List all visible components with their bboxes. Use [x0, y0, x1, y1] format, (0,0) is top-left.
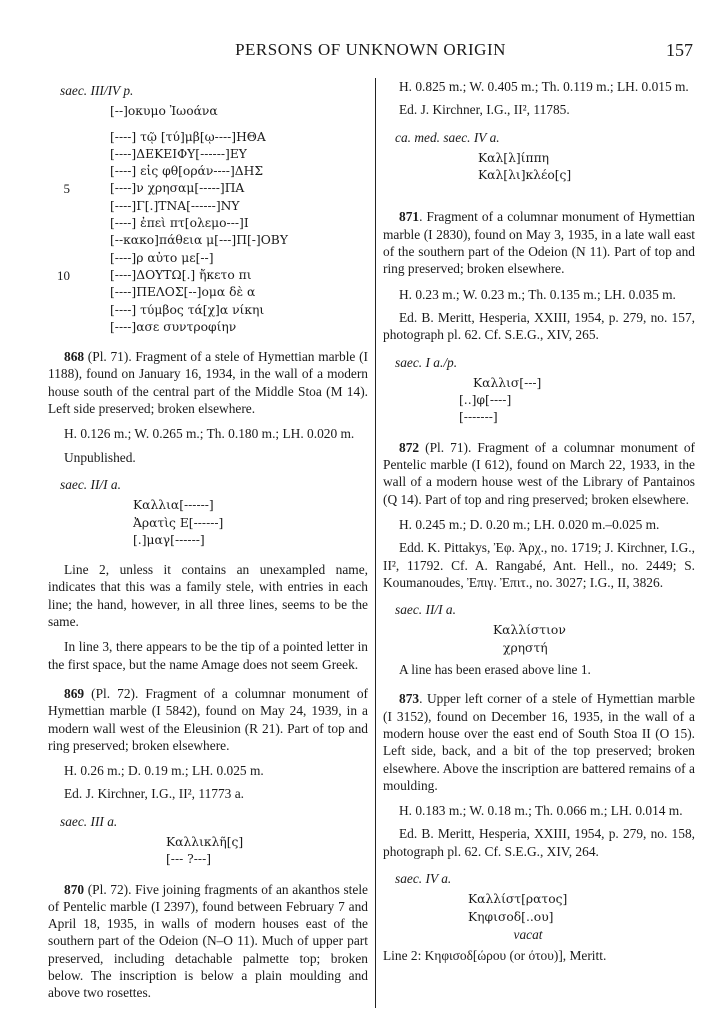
inscription-line: [----] τύμβος τά[χ]α νίκηι [110, 302, 265, 317]
entry-869-edition: Ed. J. Kirchner, I.G., II², 11773 a. [64, 786, 244, 802]
inscription-line: [-------] [459, 410, 498, 425]
inscription-block [48, 497, 368, 549]
left-column [48, 78, 368, 1010]
date-label: saec. II/I a. [60, 476, 121, 492]
entry-873-dimensions: H. 0.183 m.; W. 0.18 m.; Th. 0.066 m.; LH. 0.014 m. [399, 803, 683, 819]
entry-868-description: 868 (Pl. 71). Fragment of a stele of Hymettian marble (I 1188), found on January 16, 1934, in the wall of a modern house south of the central part of the Middle Stoa (M 14). Left side preserved; broken elsewhere. [48, 349, 368, 417]
entry-873-edition: Ed. B. Meritt, Hesperia, XXIII, 1954, p. 279, no. 158, photograph pl. 62. Cf. S.E.G., XIV, 264. [383, 826, 695, 859]
page-number: 157 [666, 40, 693, 60]
date-label: saec. I a./p. [395, 354, 458, 370]
page-header [48, 40, 693, 68]
entry-869-dimensions: H. 0.26 m.; D. 0.19 m.; LH. 0.025 m. [64, 763, 264, 779]
inscription-line: Καλλια[------] [133, 498, 214, 513]
inscription-line: [----] τῷ [τύ]μβ[ῳ----]ΗΘΑ [110, 129, 266, 144]
entry-872-edition: Edd. K. Pittakys, Ἐφ. Ἀρχ., no. 1719; J. Kirchner, I.G., II², 11792. Cf. A. Rangabé, Ant. Hell., no. 2449; S. Koumanoudes, Ἐπιγ. Ἐπιτ., no. 3027; I.G., II, 3826. [383, 540, 695, 590]
running-title: PERSONS OF UNKNOWN ORIGIN [235, 40, 506, 59]
inscription-line: Καλλισ[---] [473, 375, 542, 390]
inscription-line: [----]ΔΕΚΕΙΦΥ[------]ΕΥ [110, 146, 247, 161]
entry-870-edition: Ed. J. Kirchner, I.G., II², 11785. [399, 102, 570, 118]
inscription-block [110, 103, 368, 120]
inscription-line: [----]ΠΕΛΟΣ[--]ομα δὲ α [110, 285, 256, 300]
entry-number: 869 [64, 685, 85, 701]
right-column [383, 78, 695, 972]
entry-number: 871 [399, 209, 420, 225]
date-label: ca. med. saec. IV a. [395, 129, 500, 145]
entry-869-description: 869 (Pl. 72). Fragment of a columnar monument of Hymettian marble (I 5842), found on May 24, 1939, in a modern wall west of the Eleusinion (R 21). Part of top and ring preserved; broken elsewhere. [48, 685, 368, 753]
inscription-line: Καλλίστιον [493, 623, 566, 638]
inscription-line: χρηστή [503, 640, 548, 655]
inscription-block [383, 891, 695, 926]
entry-number: 873 [399, 691, 420, 707]
entry-873-description: 873. Upper left corner of a stele of Hymettian marble (I 3152), found on December 16, 1935, in the wall of a modern house over the east end of South Stoa II (O 15). Left side, back, and a bit of the top preserved; broken elsewhere. Above the inscription are battered remains of a moulding. [383, 691, 695, 793]
vacat-note: vacat [513, 926, 543, 942]
date-label: saec. IV a. [395, 870, 452, 886]
entry-868-dimensions: H. 0.126 m.; W. 0.265 m.; Th. 0.180 m.; LH. 0.020 m. [64, 426, 355, 442]
inscription-line: Καλ[λ]ίππη [478, 150, 550, 165]
inscription-line: [..]φ[----] [459, 393, 512, 408]
entry-872-dimensions: H. 0.245 m.; D. 0.20 m.; LH. 0.020 m.–0.025 m. [399, 516, 660, 532]
entry-number: 870 [64, 881, 85, 897]
commentary: Line 2: Κηφισοδ[ώρου (or ότου)], Meritt. [383, 948, 607, 964]
entry-868-publication: Unpublished. [64, 449, 136, 465]
date-label: saec. III a. [60, 813, 118, 829]
inscription-line [48, 267, 368, 284]
inscription-line: [.]μαγ[------] [133, 532, 205, 547]
inscription-line: [--- ?---] [166, 852, 212, 867]
inscription-line: Καλλίστ[ρατος] [468, 892, 568, 907]
inscription-block [48, 834, 368, 869]
inscription-line: [--κακο]πάθεια μ[---]Π[-]ΟΒΥ [110, 233, 288, 248]
entry-number: 872 [399, 439, 420, 455]
inscription-line: [----] εἰς φθ[οράν----]ΔΗΣ [110, 164, 264, 179]
line-number: 5 [63, 181, 70, 197]
column-divider [375, 78, 376, 1008]
commentary: In line 3, there appears to be the tip of a pointed letter in the first space, but the name Amage does not seem Greek. [48, 639, 368, 672]
inscription-block [383, 150, 695, 185]
inscription-line: [----]ρ αὐτο με[--] [110, 250, 214, 265]
inscription-text: [----]ΔΟΥΤΩ[.] ἤκετο πι [110, 267, 252, 282]
commentary: A line has been erased above line 1. [399, 662, 591, 678]
line-number: 10 [57, 267, 70, 283]
entry-871-dimensions: H. 0.23 m.; W. 0.23 m.; Th. 0.135 m.; LH. 0.035 m. [399, 286, 676, 302]
commentary: Line 2, unless it contains an unexampled name, indicates that this was a family stele, with entries in each line; the hand, however, in all three lines, seems to be the same. [48, 562, 368, 630]
inscription-line: [----] ἐπεὶ πτ[ολεμο---]Ι [110, 216, 249, 231]
inscription-text: [----]ν χρησαμ[-----]ΠΑ [110, 181, 245, 196]
inscription-line: Καλ[λι]κλέο[ς] [478, 168, 572, 183]
inscription-block [48, 129, 368, 337]
inscription-block [383, 375, 695, 427]
entry-871-edition: Ed. B. Meritt, Hesperia, XXIII, 1954, p. 279, no. 157, photograph pl. 62. Cf. S.E.G., XIV, 265. [383, 309, 695, 343]
inscription-line: Ἀρατὶς Ε[------] [133, 515, 224, 530]
entry-871-description: 871. Fragment of a columnar monument of Hymettian marble (I 2830), found on May 3, 1935, in a late wall east of the southern part of the Odeion (N 11). Part of top and ring preserved; broken elsewhere. [383, 209, 695, 277]
inscription-line [48, 180, 368, 197]
inscription-line: [--]οκυμο Ἰωοάνα [110, 104, 218, 119]
inscription-line: [----]ασε συντροφίην [110, 319, 237, 334]
inscription-line: Κηφισοδ[..ου] [468, 909, 554, 924]
entry-number: 868 [64, 349, 85, 365]
inscription-block [383, 622, 695, 657]
entry-870-dimensions: H. 0.825 m.; W. 0.405 m.; Th. 0.119 m.; LH. 0.015 m. [399, 79, 689, 94]
entry-872-description: 872 (Pl. 71). Fragment of a columnar monument of Pentelic marble (I 612), found on March 22, 1933, in the wall of a modern house west of the Library of Pantainos (Q 14). Part of top and ring preserved; broken elsewhere. [383, 439, 695, 507]
date-label: saec. II/I a. [395, 602, 456, 618]
entry-870-description: 870 (Pl. 72). Five joining fragments of an akanthos stele of Pentelic marble (I 2397), found between February 7 and April 18, 1935, in walls of modern houses east of the southern part of the Odeion (N–O 11). Much of upper part preserved, including detachable palmette top; broken below. The inscription is below a plain moulding and above two rosettes. [48, 881, 368, 1001]
inscription-line: [----]Γ[.]ΤΝΑ[------]ΝΥ [110, 198, 240, 213]
date-label: saec. III/IV p. [60, 83, 134, 98]
inscription-line: Καλλικλῆ[ς] [166, 834, 244, 849]
